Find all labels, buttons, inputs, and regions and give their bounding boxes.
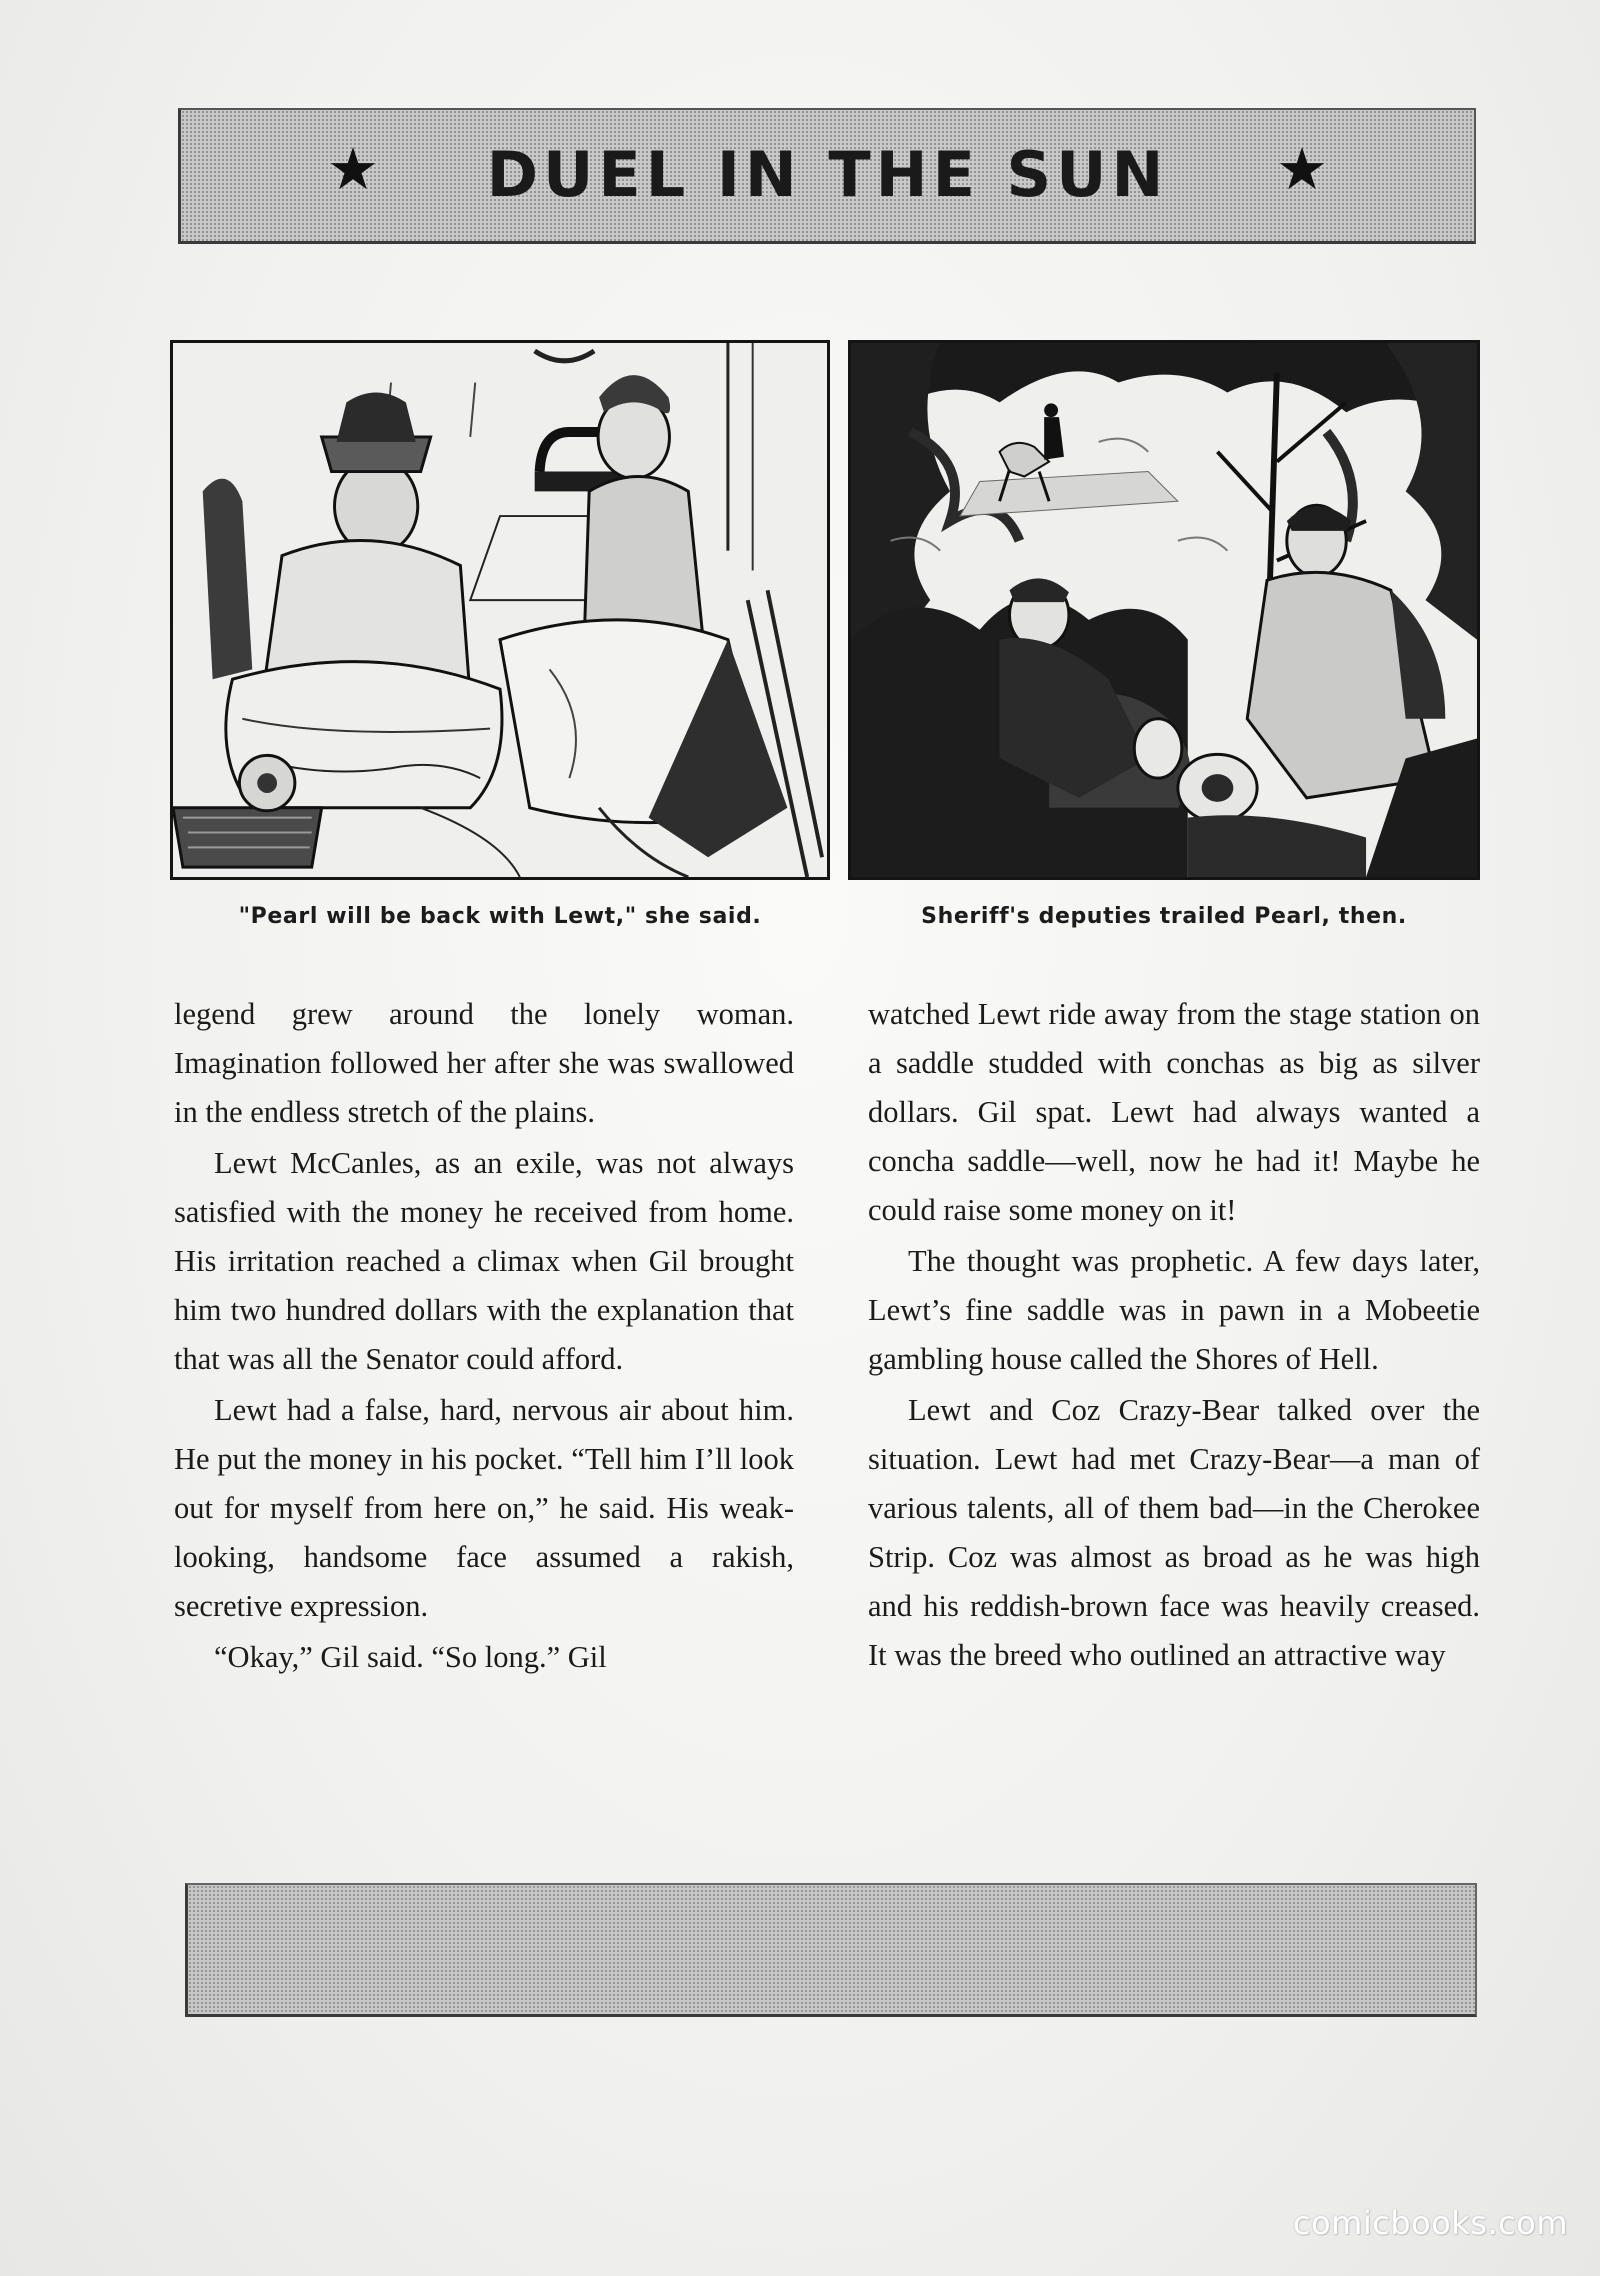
two-women-sewing-illustration bbox=[173, 343, 827, 877]
deputies-in-brush-illustration bbox=[851, 343, 1477, 877]
star-left-icon: ★ bbox=[327, 135, 379, 203]
title-banner bbox=[178, 108, 1476, 244]
star-right-icon: ★ bbox=[1276, 135, 1328, 203]
footer-screen-band bbox=[185, 1883, 1477, 2017]
watermark-text: comicbooks.com bbox=[1292, 2204, 1568, 2242]
paragraph: legend grew around the lonely woman. Imagination followed her after she was swallowed in the endless stretch of the plains. bbox=[174, 997, 794, 1129]
paragraph: Lewt had a false, hard, nervous air about him. He put the money in his pocket. “Tell him I’ll look out for myself from here on,” he said. His weak-looking, handsome face assumed a rakish, secretive expression. bbox=[174, 1393, 794, 1623]
paragraph: Lewt and Coz Crazy-Bear talked over the situation. Lewt had met Crazy-Bear—a man of various talents, all of them bad—in the Cherokee Strip. Coz was almost as broad as he was high and his reddish-brown face was heavily creased. It was the breed who outlined an attractive way bbox=[868, 1393, 1480, 1672]
caption-right: Sheriff's deputies trailed Pearl, then. bbox=[921, 904, 1407, 929]
page-title: DUEL IN THE SUN bbox=[486, 138, 1169, 211]
paragraph: Lewt McCanles, as an exile, was not always satisfied with the money he received from home. His irritation reached a climax when Gil brought him two hundred dollars with the explanation that that was all the Senator could afford. bbox=[174, 1146, 794, 1376]
text-column-left bbox=[174, 990, 794, 1684]
paragraph: “Okay,” Gil said. “So long.” Gil bbox=[214, 1640, 607, 1674]
caption-left: "Pearl will be back with Lewt," she said. bbox=[238, 904, 762, 929]
illustration-panel-left bbox=[170, 340, 830, 880]
paragraph: watched Lewt ride away from the stage station on a saddle studded with conchas as big as silver dollars. Gil spat. Lewt had always wanted a concha saddle—well, now he had it! Maybe he could raise some money on it! bbox=[868, 997, 1480, 1227]
paragraph: The thought was prophetic. A few days later, Lewt’s fine saddle was in pawn in a Mobeetie gambling house called the Shores of Hell. bbox=[868, 1244, 1480, 1376]
illustration-panel-right bbox=[848, 340, 1480, 880]
text-column-right bbox=[868, 990, 1480, 1682]
